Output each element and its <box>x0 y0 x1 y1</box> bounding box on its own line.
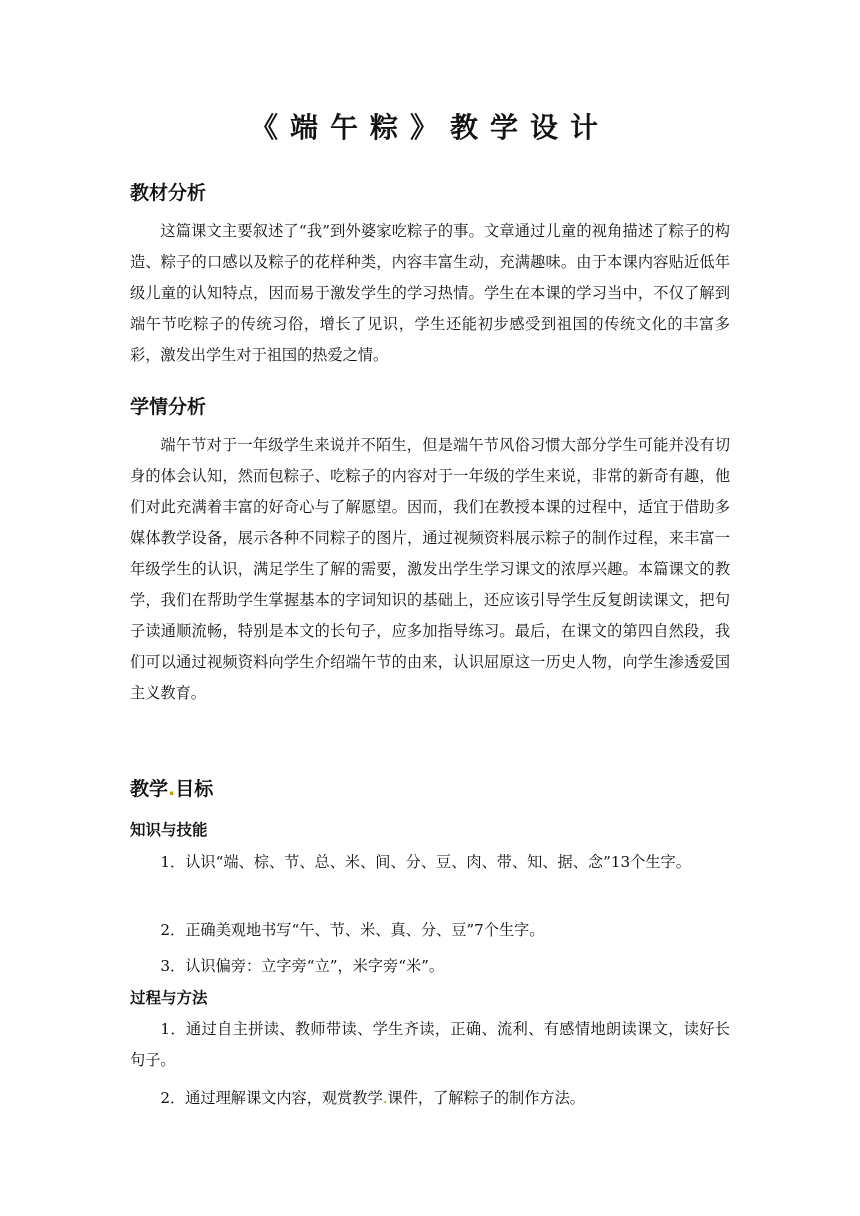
subsection-heading-process-methods: 过程与方法 <box>130 989 208 1007</box>
section-heading-textbook-analysis: 教材分析 <box>130 182 207 204</box>
document-title: 《端午粽》教学设计 <box>249 111 610 144</box>
subsection-heading-knowledge-skills: 知识与技能 <box>130 821 208 839</box>
objective-item: 2．正确美观地书写“午、节、米、真、分、豆”7个生字。 <box>160 921 545 939</box>
heading-part-1: 教学 <box>130 778 169 800</box>
section-heading-teaching-objectives <box>130 775 213 803</box>
objective-item <box>130 1083 730 1114</box>
section-paragraph-textbook-analysis: 这篇课文主要叙述了“我”到外婆家吃粽子的事。文章通过儿童的视角描述了粽子的构造、粽子的口感以及粽子的花样种类，内容丰富生动，充满趣味。由于本课内容贴近低年级儿童的认知特点，因而易于激发学生的学习热情。学生在本课的学习当中，不仅了解到端午节吃粽子的传统习俗，增长了见识，学生还能初步感受到祖国的传统文化的丰富多彩，激发出学生对于祖国的热爱之情。 <box>130 222 730 364</box>
section-heading-student-analysis: 学情分析 <box>130 396 207 418</box>
objective-item: 1．认识“端、棕、节、总、米、间、分、豆、肉、带、知、据、念”13个生字。 <box>160 853 691 871</box>
highlight-dot: . <box>168 778 176 800</box>
objective-item: 1．通过自主拼读、教师带读、学生齐读，正确、流利、有感情地朗读课文，读好长句子。 <box>130 1020 730 1069</box>
objective-item: 3．认识偏旁：立字旁“立”，米字旁“米”。 <box>160 957 445 975</box>
highlight-dot: . <box>382 1089 388 1107</box>
item-text-part-2: 课件，了解粽子的制作方法。 <box>387 1089 585 1107</box>
heading-part-2: 目标 <box>175 778 214 800</box>
item-text-part-1: 2．通过理解课文内容，观赏教学 <box>160 1089 383 1107</box>
section-paragraph-student-analysis: 端午节对于一年级学生来说并不陌生，但是端午节风俗习惯大部分学生可能并没有切身的体会认知，然而包粽子、吃粽子的内容对于一年级的学生来说，非常的新奇有趣，他们对此充满着丰富的好奇心与了解愿望。因而，我们在教授本课的过程中，适宜于借助多媒体教学设备，展示各种不同粽子的图片，通过视频资料展示粽子的制作过程，来丰富一年级学生的认识，满足学生了解的需要，激发出学生学习课文的浓厚兴趣。本篇课文的教学，我们在帮助学生掌握基本的字词知识的基础上，还应该引导学生反复朗读课文，把句子读通顺流畅，特别是本文的长句子，应多加指导练习。最后，在课文的第四自然段，我们可以通过视频资料向学生介绍端午节的由来，认识屈原这一历史人物，向学生渗透爱国主义教育。 <box>130 436 730 702</box>
